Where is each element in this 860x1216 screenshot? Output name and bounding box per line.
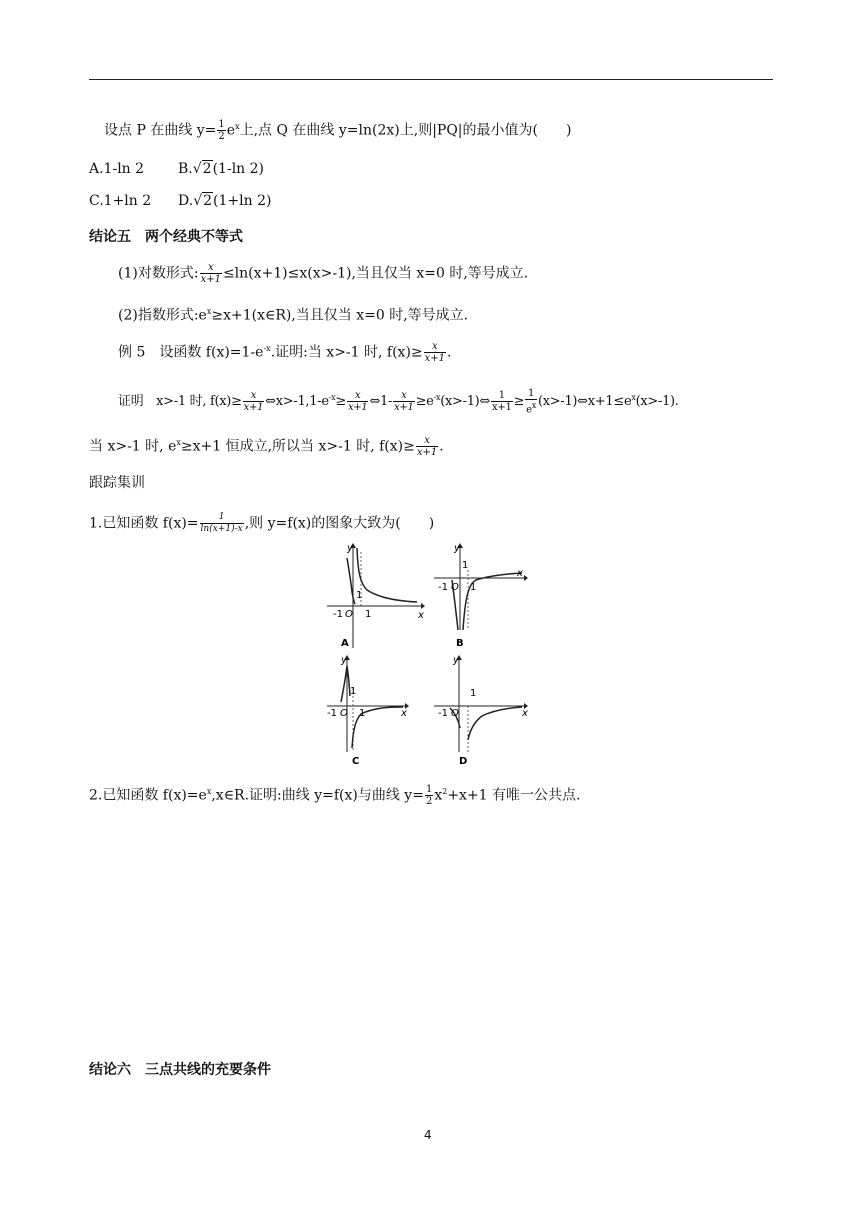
- origin-label: O: [345, 609, 353, 620]
- origin-label: O: [340, 708, 348, 719]
- x-label: x: [517, 568, 523, 579]
- option-b: B.√2(1-ln 2): [178, 161, 265, 177]
- neg-one-label: -1: [327, 708, 337, 719]
- x-label: x: [401, 708, 407, 719]
- x-label: x: [418, 610, 424, 621]
- sqrt-sign: √2: [193, 193, 213, 209]
- option-c: C.1+ln 2: [89, 193, 152, 209]
- graph-c-caption: C: [352, 756, 360, 764]
- option-d: D.√2(1+ln 2): [178, 193, 272, 209]
- y-label: y: [347, 543, 353, 554]
- question-two: 2.已知函数 $f(x)=e^x,x\in R$.证明:曲线 y=f(x)与曲线 y= $\frac{1}{2}$ $x^2+x+1$ 有唯一公共点.: [89, 784, 581, 808]
- x-axis-arrow: [524, 575, 528, 581]
- sqrt-sign: √2: [192, 161, 212, 177]
- graph-b: [432, 540, 532, 652]
- section-five-title: 结论五 两个经典不等式: [89, 229, 243, 245]
- one-label-y: 1: [356, 590, 363, 601]
- neg-one-label: -1: [438, 708, 448, 719]
- section-six-title: 结论六 三点共线的充要条件: [89, 1062, 271, 1078]
- y-label: y: [341, 655, 347, 666]
- origin-label: O: [451, 708, 459, 719]
- one-label-y: 1: [350, 686, 357, 697]
- curve-right: [357, 548, 417, 602]
- graph-a-caption: A: [341, 638, 349, 649]
- graph-a: [325, 540, 425, 652]
- one-label: 1: [470, 582, 477, 593]
- origin-label: O: [451, 582, 459, 593]
- header-rule: [89, 79, 773, 80]
- curve-left: [347, 558, 355, 604]
- y-label: y: [453, 655, 459, 666]
- one-label: 1: [470, 688, 477, 699]
- x-axis-arrow: [421, 603, 425, 609]
- neg-one-label: -1: [438, 582, 448, 593]
- one-label: 1: [365, 609, 372, 620]
- example-five: 例 5 设函数 $f(x)=1-e^{-x}$.证明:当 x>-1 时, f(x)≥ $\frac{x}{x+1}$ .: [118, 341, 452, 365]
- fraction-one-half: $\frac{1}{2}$: [218, 119, 225, 143]
- log-inequality: (1)对数形式: $\frac{x}{x+1}$ ≤ln(x+1)≤x(x>-1),当且仅当 x=0 时,等号成立.: [118, 262, 529, 285]
- page-number: 4: [424, 1128, 432, 1142]
- graph-d: [432, 652, 532, 764]
- graph-c: [325, 652, 425, 764]
- curve-left: [341, 666, 350, 702]
- graph-b-caption: B: [456, 638, 464, 649]
- neg-one-label: -1: [333, 609, 343, 620]
- y-label: y: [454, 543, 460, 554]
- question-one: 1.已知函数 f(x)= $\frac{1}{\ln(x+1)-x}$ ,则 y=f(x)的图象大致为( ): [89, 512, 435, 534]
- graph-d-caption: D: [459, 756, 468, 764]
- problem-statement: 设点 P 在曲线 y= $\frac{1}{2}$ $e^x$上,点 Q 在曲线 y=ln(2x)上,则|PQ|的最小值为( ): [104, 119, 572, 143]
- one-label-y: 1: [462, 560, 469, 571]
- proof-line-one: 证明 x>-1 时, f(x)≥ $\frac{x}{x+1}$ $\Leftrightarrow x>-1,1-e^{-x}\ge$ $\frac{x}{x+1}$ ⇔1- $\frac{x}{x+1}$ $\ge e^{-x}(x>-1)\Leftrightarrow$ $\frac{1}{x+1}$ ≥ $\frac{1}{e^x}$ $(x>-1)\Leftrightarrow x+1\le e^x(x>-1)$.: [118, 388, 679, 416]
- option-a: A.1-ln 2: [89, 161, 145, 177]
- proof-line-two: 当 x>-1 时, $e^x\ge x+1$ 恒成立,所以当 x>-1 时, f(x)≥ $\frac{x}{x+1}$ .: [89, 435, 444, 459]
- curve-right: [468, 707, 522, 740]
- training-heading: 跟踪集训: [89, 475, 145, 491]
- one-label: 1: [359, 708, 366, 719]
- exp-inequality: (2)指数形式$:e^x\ge x+1(x\in R)$,当且仅当 x=0 时,等号成立.: [118, 307, 469, 324]
- x-label: x: [522, 708, 528, 719]
